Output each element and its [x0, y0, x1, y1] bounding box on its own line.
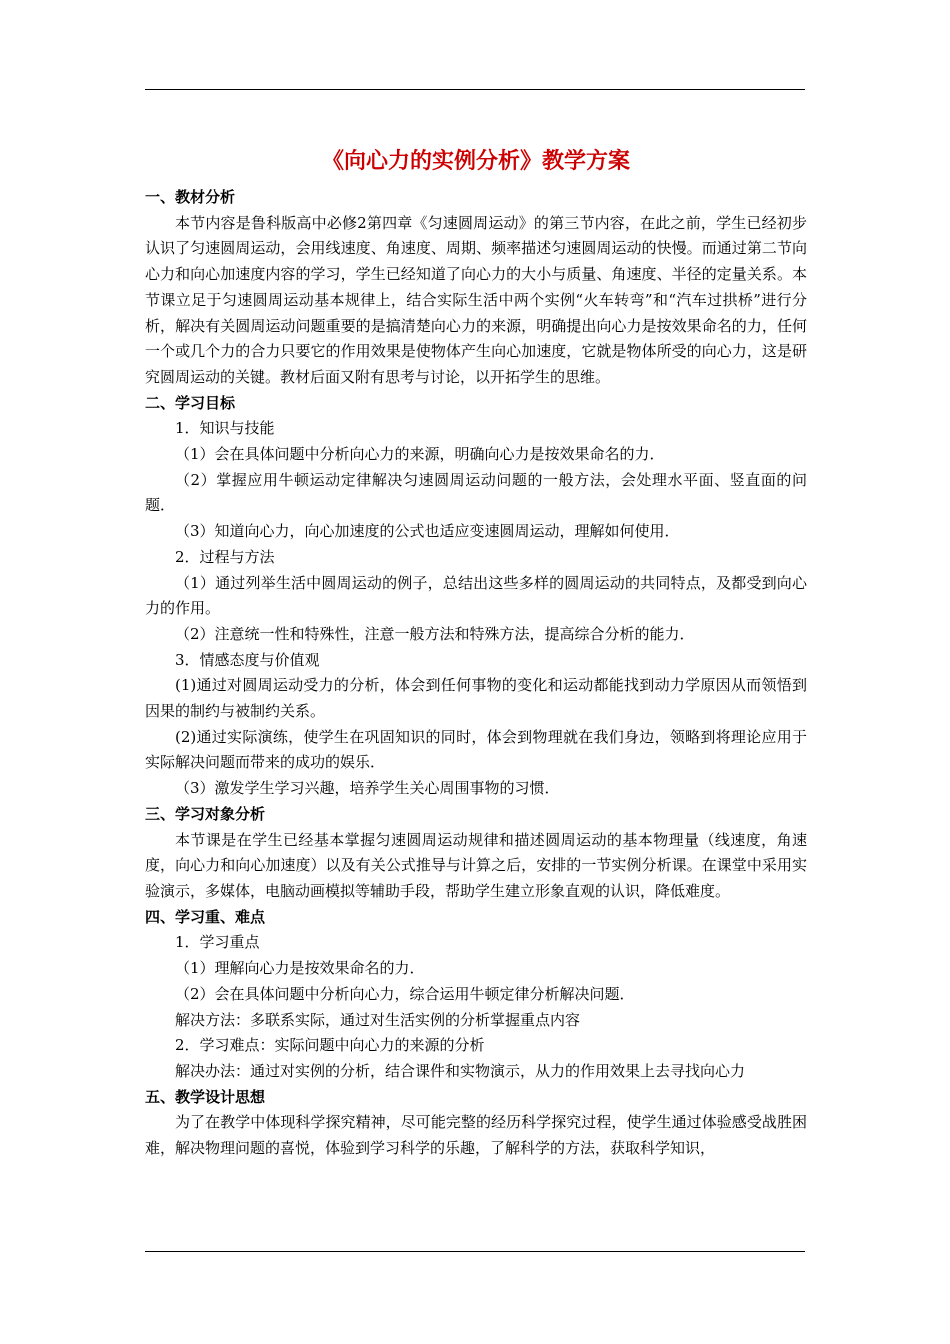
- list-item: （3）知道向心力，向心加速度的公式也适应变速圆周运动，理解如何使用．: [175, 522, 680, 541]
- list-item: (2)通过实际演练，使学生在巩固知识的同时，体会到物理就在我们身边，领略到将理论应用于实际解决问题而带来的成功的娱乐．: [145, 727, 807, 772]
- list-item: （1）会在具体问题中分析向心力的来源，明确向心力是按效果命名的力．: [175, 445, 665, 464]
- list-item: （2）掌握应用牛顿运动定律解决匀速圆周运动问题的一般方法，会处理水平面、竖直面的问题．: [145, 470, 807, 515]
- list-item: 解决办法：通过对实例的分析，结合课件和实物演示，从力的作用效果上去寻找向心力: [175, 1061, 746, 1080]
- section-heading: 四、学习重、难点: [145, 907, 266, 926]
- list-item: 解决方法：多联系实际，通过对生活实例的分析掌握重点内容: [175, 1010, 581, 1029]
- section-heading: 五、教学设计思想: [145, 1087, 266, 1106]
- list-item: （3）激发学生学习兴趣，培养学生关心周围事物的习惯．: [175, 779, 560, 798]
- list-item: （2）会在具体问题中分析向心力，综合运用牛顿定律分析解决问题．: [175, 984, 635, 1003]
- paragraph: 为了在教学中体现科学探究精神，尽可能完整的经历科学探究过程，使学生通过体验感受战胜困难，解决物理问题的喜悦，体验到学习科学的乐趣，了解科学的方法，获取科学知识，: [145, 1113, 807, 1158]
- subheading: 3．情感态度与价值观: [175, 650, 320, 669]
- section-heading: 一、教材分析: [145, 188, 236, 206]
- subheading: 1．知识与技能: [175, 419, 275, 438]
- section-textbook-analysis: [145, 185, 807, 391]
- section-learning-objectives: [145, 391, 807, 802]
- paragraph: 本节课是在学生已经基本掌握匀速圆周运动规律和描述圆周运动的基本物理量（线速度，角速度，向心力和向心加速度）以及有关公式推导与计算之后，安排的一节实例分析课。在课堂中采用实验演示，多媒体，电脑动画模拟等辅助手段，帮助学生建立形象直观的认识，降低难度。: [145, 830, 807, 900]
- paragraph: 本节内容是鲁科版高中必修2第四章《匀速圆周运动》的第三节内容，在此之前，学生已经初步认识了匀速圆周运动，会用线速度、角速度、周期、频率描述匀速圆周运动的快慢。而通过第二节向心力和向心加速度内容的学习，学生已经知道了向心力的大小与质量、角速度、半径的定量关系。本节课立足于匀速圆周运动基本规律上，结合实际生活中两个实例“火车转弯”和“汽车过拱桥”进行分析，解决有关圆周运动问题重要的是搞清楚向心力的来源，明确提出向心力是按效果命名的力，任何一个或几个力的合力只要它的作用效果是使物体产生向心加速度，它就是物体所受的向心力，这是研究圆周运动的关键。教材后面又附有思考与讨论，以开拓学生的思维。: [145, 213, 807, 386]
- subheading: 2．学习难点：实际问题中向心力的来源的分析: [175, 1036, 485, 1055]
- list-item: （1）通过列举生活中圆周运动的例子，总结出这些多样的圆周运动的共同特点，及都受到向心力的作用。: [145, 573, 807, 618]
- section-heading: 三、学习对象分析: [145, 804, 266, 823]
- footer-rule: [145, 1251, 805, 1252]
- section-design-philosophy: [145, 1085, 807, 1162]
- document-body: [145, 140, 807, 1162]
- page-title: 《向心力的实例分析》教学方案: [321, 149, 630, 174]
- subheading: 1．学习重点: [175, 933, 260, 952]
- list-item: （2）注意统一性和特殊性，注意一般方法和特殊方法，提高综合分析的能力．: [175, 624, 695, 643]
- section-key-points: [145, 905, 807, 1085]
- list-item: (1)通过对圆周运动受力的分析，体会到任何事物的变化和运动都能找到动力学原因从而领悟到因果的制约与被制约关系。: [145, 676, 807, 721]
- list-item: （1）理解向心力是按效果命名的力．: [175, 959, 425, 978]
- section-heading: 二、学习目标: [145, 393, 236, 412]
- header-rule: [145, 89, 805, 90]
- subheading: 2．过程与方法: [175, 547, 275, 566]
- section-learner-analysis: [145, 802, 807, 905]
